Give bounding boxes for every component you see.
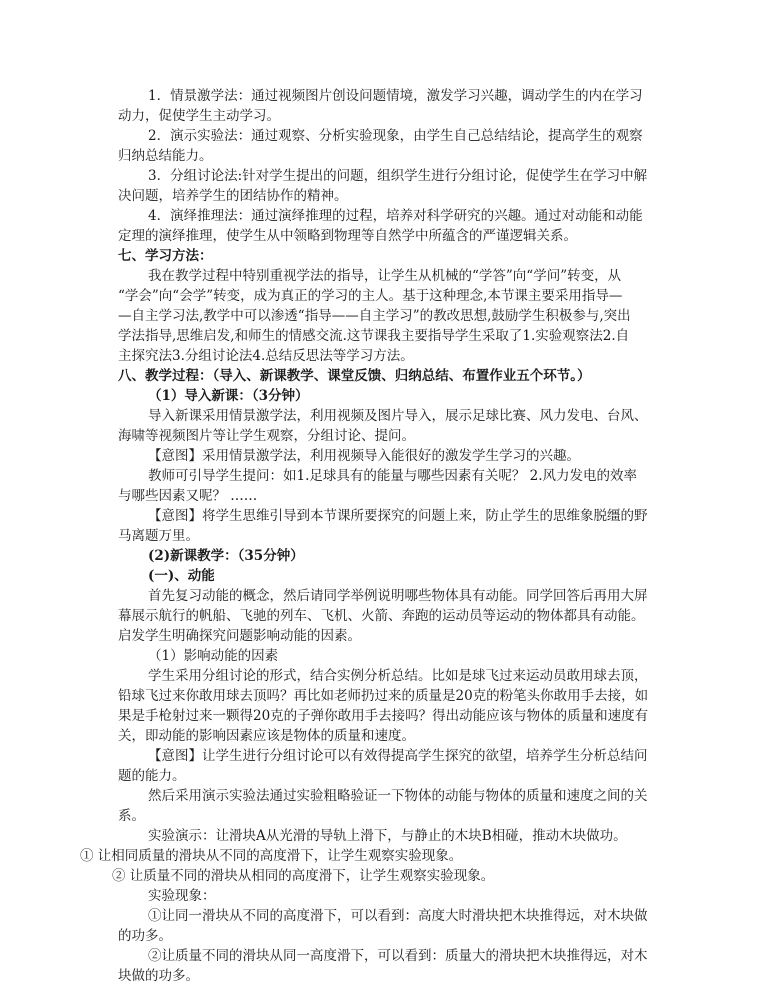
text-line: 与哪些因素又呢？ …… [118, 488, 258, 504]
text-line: 学生采用分组讨论的形式，结合实例分析总结。比如是球飞过来运动员敢用球去顶， [148, 668, 648, 684]
text-line: 然后采用演示实验法通过实验粗略验证一下物体的动能与物体的质量和速度之间的关 [148, 788, 648, 804]
subsection-heading: (2)新课教学：（35分钟） [148, 548, 304, 564]
text-line: 首先复习动能的概念，然后请同学举例说明哪些物体具有动能。同学回答后再用大屏 [148, 588, 648, 604]
text-line: 1．情景激学法：通过视频图片创设问题情境，激发学习兴趣，调动学生的内在学习 [148, 88, 643, 104]
text-line: （1）影响动能的因素 [148, 648, 279, 664]
text-line: 3．分组讨论法:针对学生提出的问题，组织学生进行分组讨论，促使学生在学习中解 [148, 168, 648, 184]
text-line: 2．演示实验法：通过观察、分析实验现象，由学生自己总结结论，提高学生的观察 [148, 128, 643, 144]
text-line: 实验现象： [148, 888, 216, 904]
text-line: 【意图】将学生思维引导到本节课所要探究的问题上来，防止学生的思维象脱缰的野 [148, 508, 648, 524]
text-line: 实验演示：让滑块A从光滑的导轨上滑下，与静止的木块B相碰，推动木块做功。 [148, 828, 627, 844]
subsection-heading: （1）导入新课：（3分钟） [148, 388, 309, 404]
text-line: 定理的演绎推理，使学生从中领略到物理等自然学中所蕴含的严谨逻辑关系。 [118, 228, 577, 244]
text-line: 归纳总结能力。 [118, 148, 213, 164]
text-line: 的功多。 [118, 928, 172, 944]
section-heading: 八、教学过程：（导入、新课教学、课堂反馈、归纳总结、布置作业五个环节。） [118, 368, 591, 384]
text-line: 启发学生明确探究问题影响动能的因素。 [118, 628, 361, 644]
text-line: 铅球飞过来你敢用球去顶吗？再比如老师扔过来的质量是20克的粉笔头你敢用手去接，如 [118, 688, 649, 704]
section-heading: 七、学习方法： [118, 248, 213, 264]
text-line: 海啸等视频图片等让学生观察，分组讨论、提问。 [118, 428, 415, 444]
text-line: 主探究法3.分组讨论法4.总结反思法等学习方法。 [118, 348, 414, 364]
text-line: 幕展示航行的帆船、飞驰的列车、飞机、火箭、奔跑的运动员等运动的物体都具有动能。 [118, 608, 645, 624]
text-line: —自主学习法,教学中可以渗透“指导——自主学习”的教改思想,鼓励学生积极参与,突出 [118, 308, 631, 324]
text-line: ②让质量不同的滑块从同一高度滑下，可以看到：质量大的滑块把木块推得远，对木 [148, 948, 648, 964]
text-line: 导入新课采用情景激学法，利用视频及图片导入，展示足球比赛、风力发电、台风、 [148, 408, 648, 424]
text-line: 块做的功多。 [118, 968, 199, 984]
text-line: ①让同一滑块从不同的高度滑下，可以看到：高度大时滑块把木块推得远，对木块做 [148, 908, 648, 924]
text-line: ② 让质量不同的滑块从相同的高度滑下，让学生观察实验现象。 [112, 868, 495, 884]
text-line: “学会”向“会学”转变，成为真正的学习的主人。基于这种理念,本节课主要采用指导— [118, 288, 623, 304]
text-line: 动力，促使学生主动学习。 [118, 108, 280, 124]
text-line: 我在教学过程中特别重视学法的指导，让学生从机械的“学答”向“学问”转变，从 [148, 268, 622, 284]
text-line: 教师可引导学生提问：如1.足球具有的能量与哪些因素有关呢？ 2.风力发电的效率 [148, 468, 638, 484]
text-line: 【意图】让学生进行分组讨论可以有效得提高学生探究的欲望，培养学生分析总结问 [148, 748, 648, 764]
subsection-heading: (一)、动能 [148, 568, 215, 584]
text-line: 4．演绎推理法：通过演绎推理的过程，培养对科学研究的兴趣。通过对动能和动能 [148, 208, 643, 224]
text-line: 学法指导,思维启发,和师生的情感交流.这节课我主要指导学生采取了1.实验观察法2.自 [118, 328, 630, 344]
text-line: 系。 [118, 808, 145, 824]
text-line: 马离题万里。 [118, 528, 199, 544]
text-line: 决问题，培养学生的团结协作的精神。 [118, 188, 348, 204]
text-line: ① 让相同质量的滑块从不同的高度滑下，让学生观察实验现象。 [80, 848, 463, 864]
text-line: 关，即动能的影响因素应该是物体的质量和速度。 [118, 728, 415, 744]
text-line: 【意图】采用情景激学法，利用视频导入能很好的激发学生学习的兴趣。 [148, 448, 580, 464]
text-line: 题的能力。 [118, 768, 186, 784]
text-line: 果是手枪射过来一颗得20克的子弹你敢用手去接吗？得出动能应该与物体的质量和速度有 [118, 708, 649, 724]
